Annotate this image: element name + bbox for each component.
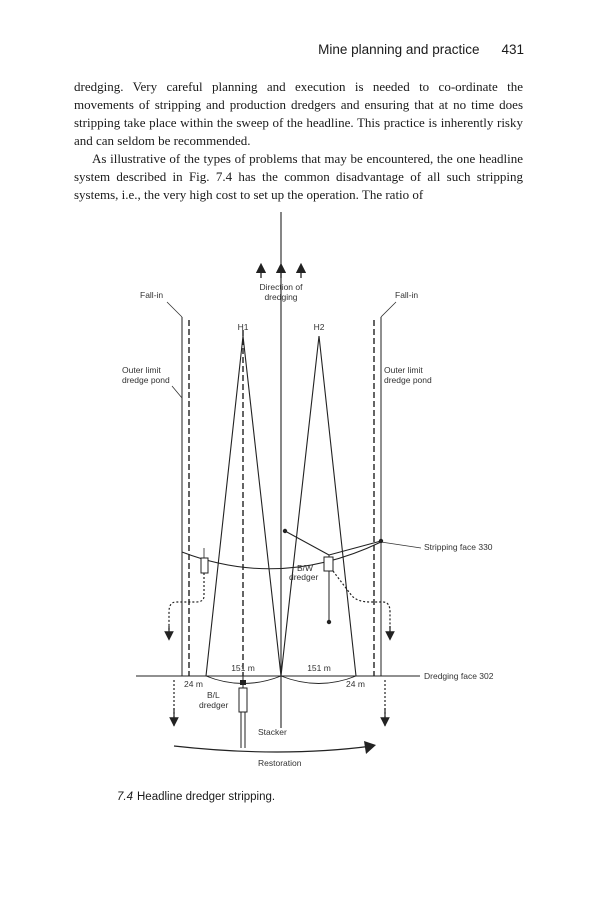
- stripping-face-label: Stripping face 330: [424, 542, 493, 552]
- figure-number: 7.4: [117, 791, 133, 803]
- figure-caption: [117, 791, 275, 803]
- dredging-face-label: Dredging face 302: [424, 671, 494, 681]
- direction-label-2: dredging: [264, 292, 298, 302]
- left-booster: [201, 558, 208, 573]
- fall-in-right-label: Fall-in: [395, 290, 419, 300]
- dist-24-right: 24 m: [346, 679, 365, 689]
- stacker-label: Stacker: [258, 727, 287, 737]
- bl-dredger: [239, 676, 247, 748]
- bw-dredger-label: B/W: [297, 563, 314, 573]
- restoration-curve: [174, 746, 372, 752]
- h1-label: H1: [237, 322, 249, 332]
- direction-arrows: [261, 268, 301, 278]
- outer-limit-right-label: Outer limit: [384, 365, 423, 375]
- paragraph-1: dredging. Very careful planning and execution is needed to co-ordinate the movements of stripping and production dredgers and ensuring that at no time does stripping take place within the sweep of the headline. This practice is inherently risky and can seldom be recommended.: [74, 79, 523, 148]
- bl-dredger-label: B/L: [207, 690, 220, 700]
- restoration-label: Restoration: [258, 758, 302, 768]
- page-number: 431: [501, 42, 524, 57]
- outer-limit-left-label-2: dredge pond: [122, 375, 170, 385]
- figure-headline-dredger-diagram: [0, 200, 600, 780]
- body-text: [74, 78, 523, 204]
- outer-limit-left-label: Outer limit: [122, 365, 161, 375]
- dist-24-left: 24 m: [184, 679, 203, 689]
- h2-label: H2: [313, 322, 325, 332]
- bw-dredger-label-2: dredger: [289, 572, 319, 582]
- outer-limit-right-label-2: dredge pond: [384, 375, 432, 385]
- direction-label: Direction of: [259, 282, 303, 292]
- running-head-title: Mine planning and practice: [318, 42, 480, 57]
- bl-dredger-label-2: dredger: [199, 700, 229, 710]
- figure-caption-text: Headline dredger stripping.: [137, 791, 276, 803]
- running-head: [70, 42, 524, 57]
- paragraph-2: As illustrative of the types of problems that may be encountered, the one headline system described in Fig. 7.4 has the common disadvantage of all such stripping systems, i.e., the very high cost to set up the operation. The ratio of: [74, 151, 523, 202]
- dist-151-left: 151 m: [231, 663, 255, 673]
- dist-151-right: 151 m: [307, 663, 331, 673]
- fall-in-left-label: Fall-in: [140, 290, 164, 300]
